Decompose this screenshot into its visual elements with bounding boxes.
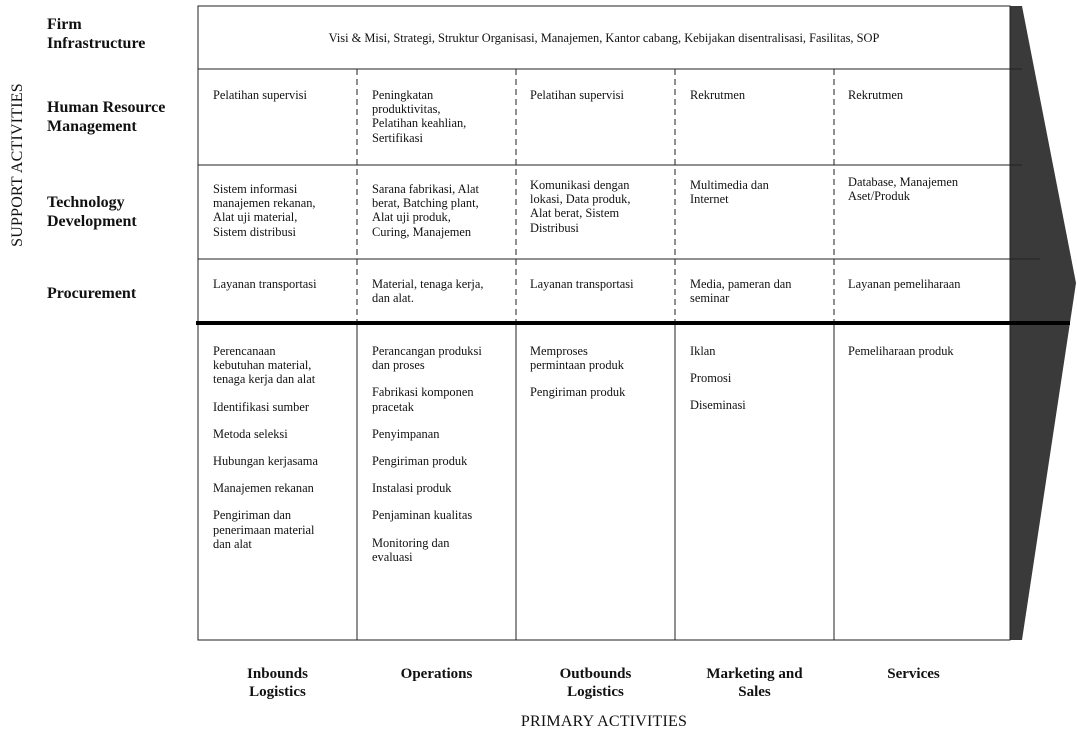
list-item: Penjaminan kualitas xyxy=(372,508,473,523)
primary-activities-label: PRIMARY ACTIVITIES xyxy=(520,713,688,730)
list-item: Perancangan produksi dan proses xyxy=(372,344,482,373)
outbound-activities-list xyxy=(530,344,625,413)
column-label-operations: Operations xyxy=(400,666,473,682)
list-item: Pemeliharaan produk xyxy=(848,344,954,358)
list-item: Pengiriman dan penerimaan material dan alat xyxy=(213,508,315,551)
proc-operations: Material, tenaga kerja, dan alat. xyxy=(372,277,484,306)
list-item: Iklan xyxy=(690,344,716,358)
column-label-outbound-logistics: Outbounds Logistics xyxy=(559,666,632,700)
list-item: Memproses permintaan produk xyxy=(530,344,624,373)
list-item: Instalasi produk xyxy=(372,481,452,496)
row-label-firm-infrastructure: Firm Infrastructure xyxy=(47,16,146,52)
support-activities-label: SUPPORT ACTIVITIES xyxy=(9,83,26,247)
inbound-activities-list xyxy=(213,344,318,564)
hrm-inbound: Pelatihan supervisi xyxy=(213,88,307,102)
hrm-outbound: Pelatihan supervisi xyxy=(530,88,624,102)
list-item: Diseminasi xyxy=(690,398,746,413)
proc-inbound: Layanan transportasi xyxy=(213,277,317,291)
column-label-marketing-and-sales: Marketing and Sales xyxy=(706,666,803,700)
list-item: Identifikasi sumber xyxy=(213,399,310,414)
firm-infrastructure-text: Visi & Misi, Strategi, Struktur Organisasi, Manajemen, Kantor cabang, Kebijakan disentralisasi, Fasilitas, SOP xyxy=(328,31,880,45)
tech-marketing: Multimedia dan Internet xyxy=(690,178,769,207)
hrm-marketing: Rekrutmen xyxy=(690,88,746,102)
list-item: Hubungan kerjasama xyxy=(213,454,318,469)
tech-inbound: Sistem informasi manajemen rekanan, Alat uji material, Sistem distribusi xyxy=(213,182,316,239)
list-item: Metoda seleksi xyxy=(213,426,288,441)
marketing-activities-list xyxy=(690,344,746,426)
proc-outbound: Layanan transportasi xyxy=(530,277,634,291)
list-item: Manajemen rekanan xyxy=(213,481,314,496)
list-item: Fabrikasi komponen pracetak xyxy=(372,385,474,414)
tech-operations: Sarana fabrikasi, Alat berat, Batching plant, Alat uji produk, Curing, Manajemen xyxy=(372,182,480,239)
operations-activities-list xyxy=(372,344,482,577)
list-item: Monitoring dan evaluasi xyxy=(372,535,450,564)
services-activities-list xyxy=(848,344,954,371)
list-item: Pengiriman produk xyxy=(372,454,468,469)
hrm-services: Rekrutmen xyxy=(848,88,904,102)
list-item: Pengiriman produk xyxy=(530,385,626,400)
row-label-technology-development: Technology Development xyxy=(47,194,137,230)
tech-services: Database, Manajemen Aset/Produk xyxy=(848,175,959,204)
proc-marketing: Media, pameran dan seminar xyxy=(690,277,792,306)
list-item: Penyimpanan xyxy=(372,426,440,441)
column-label-services: Services xyxy=(887,666,940,682)
proc-services: Layanan pemeliharaan xyxy=(848,277,961,291)
row-label-human-resource-management: Human Resource Management xyxy=(47,99,166,135)
tech-outbound: Komunikasi dengan lokasi, Data produk, Alat berat, Sistem Distribusi xyxy=(530,178,631,235)
hrm-operations: Peningkatan produktivitas, Pelatihan keahlian, Sertifikasi xyxy=(372,88,467,145)
list-item: Perencanaan kebutuhan material, tenaga kerja dan alat xyxy=(213,344,316,387)
row-label-procurement: Procurement xyxy=(47,285,137,302)
column-label-inbound-logistics: Inbounds Logistics xyxy=(247,666,308,700)
list-item: Promosi xyxy=(690,371,732,386)
